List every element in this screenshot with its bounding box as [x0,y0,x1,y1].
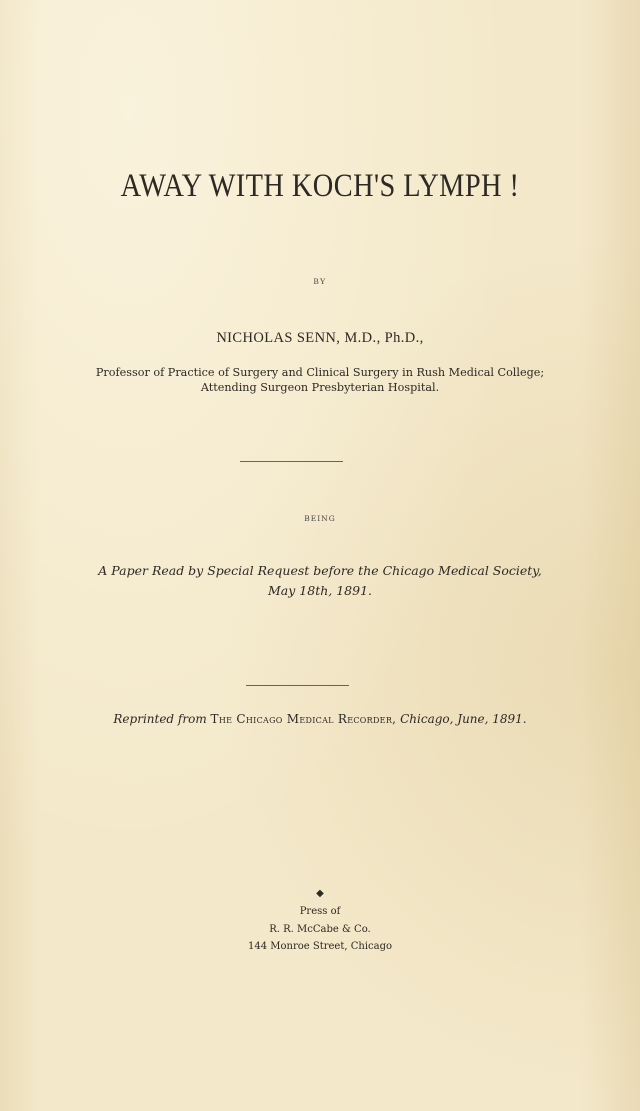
reprint-suffix: Chicago, June, 1891. [400,712,527,726]
author-affiliation-line-1: Professor of Practice of Surgery and Clinical Surgery in Rush Medical College; [95,366,545,379]
by-label: BY [313,277,327,286]
paper-description-line-1: A Paper Read by Special Request before the Chicago Medical Society, [98,563,542,578]
reprint-prefix: Reprinted from [113,712,207,726]
printer-line-1: Press of [299,906,341,917]
printer-line-3: 144 Monroe Street, Chicago [248,941,392,952]
diamond-ornament-icon: ◆ [316,888,324,899]
paper-description-line-2: May 18th, 1891. [268,583,372,598]
being-label: BEING [304,514,336,523]
divider-rule [246,685,349,686]
author-name: NICHOLAS SENN, M.D., Ph.D., [216,330,424,346]
divider-rule [240,461,343,462]
printer-line-2: R. R. McCabe & Co. [269,924,371,935]
book-title: AWAY WITH KOCH'S LYMPH ! [120,168,520,204]
author-affiliation-line-2: Attending Surgeon Presbyterian Hospital. [200,381,440,394]
reprint-notice [0,712,640,726]
reprint-journal: The Chicago Medical Recorder, [210,712,397,726]
